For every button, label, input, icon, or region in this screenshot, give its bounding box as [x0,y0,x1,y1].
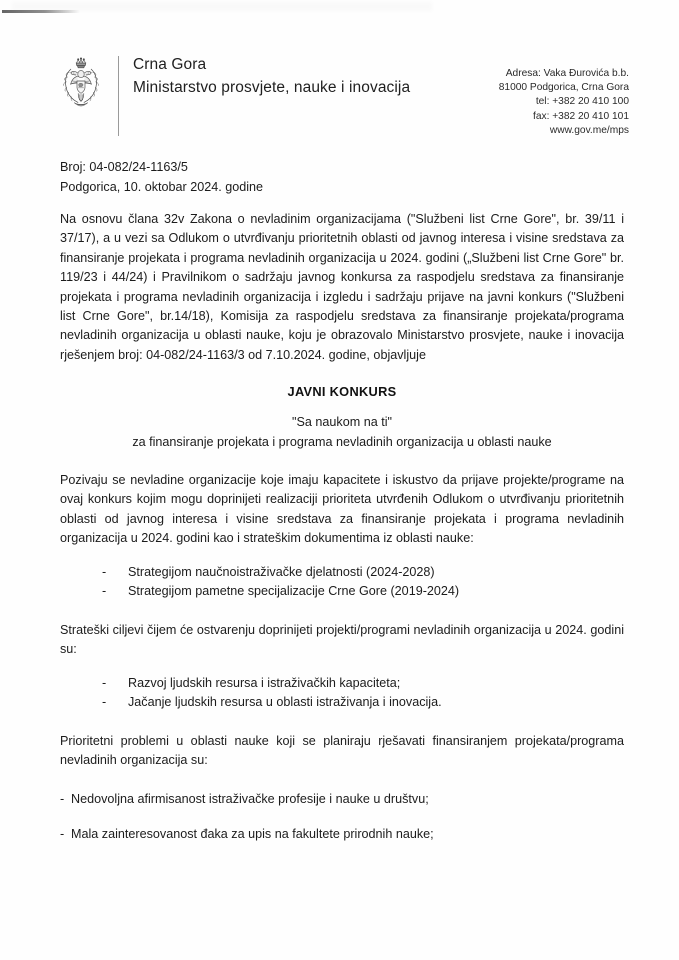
goals-list [60,674,624,713]
invitation-paragraph: Pozivaju se nevladine organizacije koje imaju kapacitete i iskustvo da prijave projekte/programe na ovaj konkurs kojim mogu doprinijeti realizaciji prioriteta utvrđenih Odlukom o utvrđivanju prioritetnih oblasti od javnog interesa i visine sredstava za finansiranje projekata i programa nevladinih organizacija u 2024. godini kao i strateškim dokumentima iz oblasti nauke: [60,473,624,546]
reference-number: Broj: 04-082/24-1163/5 [60,160,188,174]
organization-block [119,54,499,100]
address-fax: fax: +382 20 410 101 [532,110,629,122]
scan-artifact-line [2,10,80,13]
reference-place-date: Podgorica, 10. oktobar 2024. godine [60,179,264,194]
problems-intro-paragraph: Prioritetni problemi u oblasti nauke koji se planiraju rješavati finansiranjem projekata/programa nevladinih organizacija su: [60,733,624,768]
address-street: Adresa: Vaka Đurovića b.b. [505,68,629,79]
list-item: - Jačanje ljudskih resursa u oblasti istraživanja i inovacija. [102,693,624,713]
problems-list [60,790,624,845]
list-item: - Razvoj ljudskih resursa i istraživačkih kapaciteta; [102,674,624,694]
address-website[interactable]: www.gov.me/mps [549,124,629,136]
letterhead [58,54,629,138]
country-name: Crna Gora [133,56,207,73]
list-item: - Nedovoljna afirmisanost istraživačke profesije i nauke u društvu; [60,790,624,810]
montenegro-coat-of-arms-icon [59,56,103,110]
list-item: - Strategijom pametne specijalizacije Crne Gore (2019-2024) [102,582,624,602]
list-item: - Mala zainteresovanost đaka za upis na fakultete prirodnih nauke; [60,825,624,845]
document-body [60,210,624,861]
konkurs-subtitle: "Sa naukom na ti" [292,415,392,430]
page-title: JAVNI KONKURS [287,384,397,400]
address-tel: tel: +382 20 410 100 [535,96,629,108]
reference-block [60,158,263,197]
konkurs-description: za finansiranje projekata i programa nevladinih organizacija u oblasti nauke [132,434,552,449]
emblem-container [58,54,104,110]
strategy-list [60,563,624,602]
address-block [499,54,629,138]
preamble-paragraph: Na osnovu člana 32v Zakona o nevladinim organizacijama ("Službeni list Crne Gore", br. 39/11 i 37/17), a u vezi sa Odlukom o utvrđivanju prioritetnih oblasti od javnog interesa i visine sredstava za finansiranje projekata i programa nevladinih organizacija u 2024. godini („Službeni list Crne Gore" br. 119/23 i 44/24) i Pravilnikom o sadržaju javnog konkursa za raspodjelu sredstava za finansiranje projekata i programa nevladinih organizacija i izgledu i sadržaju prijave na javni konkurs ("Službeni list Crne Gore", br.14/18), Komisija za raspodjelu sredstava za finansiranje projekata/programa nevladinih organizacija u oblasti nauke, koju je obrazovalo Ministarstvo prosvjete, nauke i inovacija rješenjem broj: 04-082/24-1163/3 od 7.10.2024. godine, objavljuje [60,212,624,362]
goals-intro-paragraph: Strateški ciljevi čijem će ostvarenju doprinijeti projekti/programi nevladinih organizacija u 2024. godini su: [60,622,624,657]
ministry-name: Ministarstvo prosvjete, nauke i inovacija [133,79,411,96]
address-city: 81000 Podgorica, Crna Gora [498,82,629,94]
list-item: - Strategijom naučnoistraživačke djelatnosti (2024-2028) [102,563,624,583]
